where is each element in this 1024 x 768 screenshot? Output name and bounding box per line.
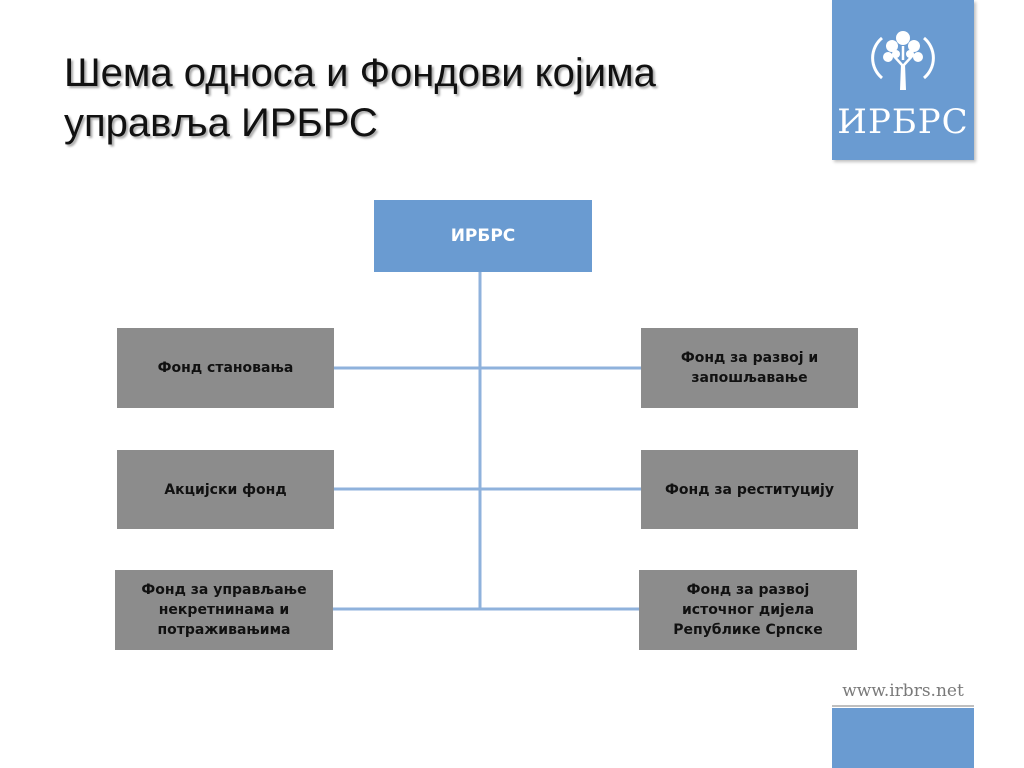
footer-accent-block xyxy=(832,708,974,768)
footer-divider xyxy=(832,705,974,707)
node-root: ИРБРС xyxy=(374,200,592,272)
node-left-1: Фонд становања xyxy=(117,328,334,408)
node-right-1: Фонд за развој и запошљавање xyxy=(641,328,858,408)
logo-text: ИРБРС xyxy=(837,102,969,142)
title-line-1: Шема односа и Фондови којима xyxy=(64,51,656,95)
title-line-2: управља ИРБРС xyxy=(64,101,378,145)
footer-url[interactable]: www.irbrs.net xyxy=(842,681,964,701)
node-right-2: Фонд за реституцију xyxy=(641,450,858,529)
node-left-2: Акцијски фонд xyxy=(117,450,334,529)
node-left-3: Фонд за управљање некретнинама и потраживањима xyxy=(115,570,333,650)
node-right-3: Фонд за развој источног дијела Републике Српске xyxy=(639,570,857,650)
